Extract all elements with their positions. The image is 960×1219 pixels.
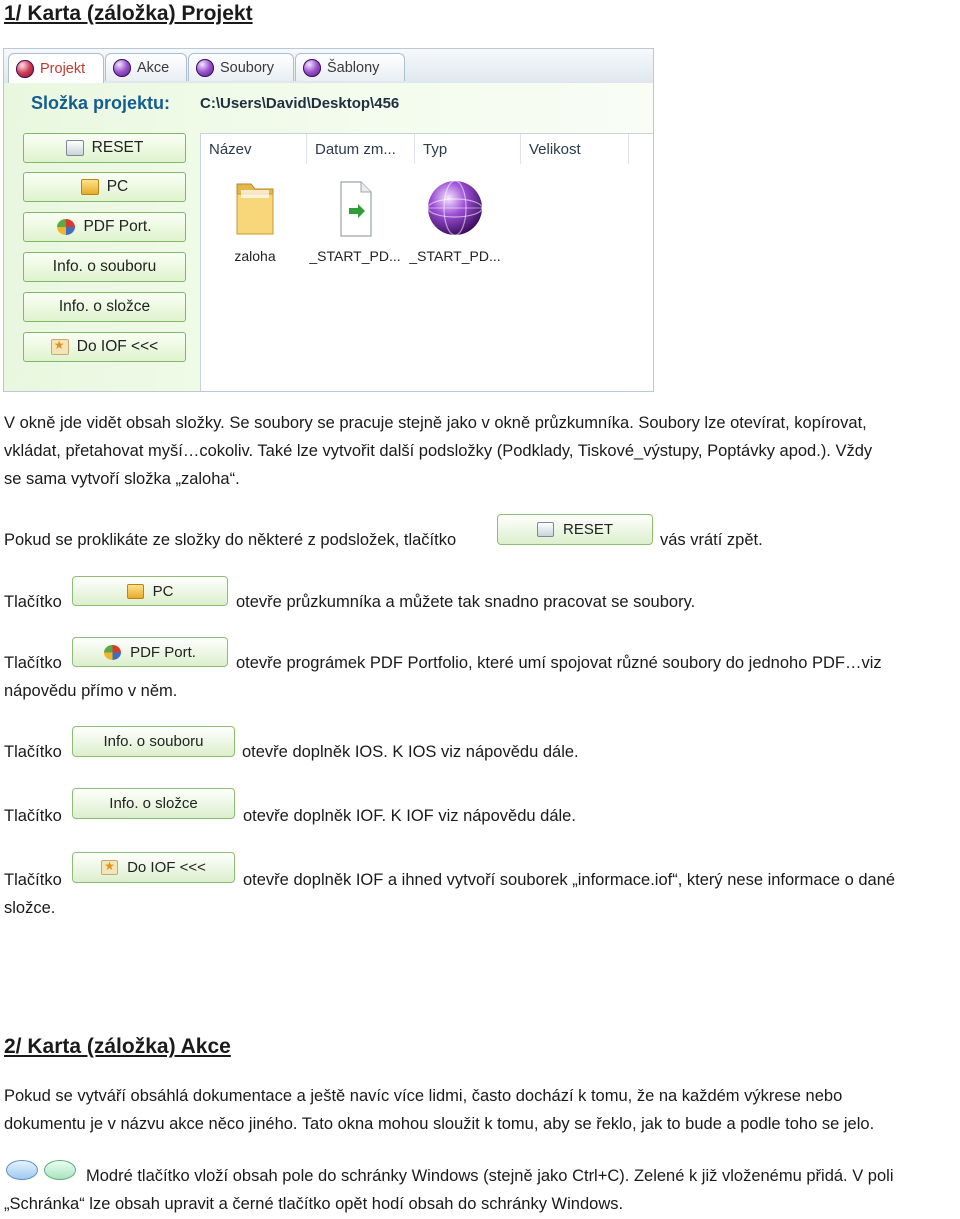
tab-strip	[4, 49, 653, 83]
info-soubor-button[interactable]	[23, 252, 186, 282]
shortcut-file-icon	[333, 178, 377, 240]
reset-line-after: vás vrátí zpět.	[660, 531, 763, 549]
pdf-line-text2: nápovědu přímo v něm.	[4, 682, 178, 700]
pc-button[interactable]	[23, 172, 186, 202]
button-label: Do IOF <<<	[76, 338, 159, 355]
reset-line-text: Pokud se proklikáte ze složky do některé z podsložek, tlačítko	[4, 531, 457, 549]
akce-para1-line2: dokumentu je v názvu akce něco jiného. Tato okna mohou sloužit k tomu, aby se řeklo, jak to bude a podle toho se jelo.	[4, 1115, 875, 1133]
pc-line-label: Tlačítko	[4, 593, 62, 611]
pdf-line-label: Tlačítko	[4, 654, 62, 672]
column-label: Název	[209, 140, 252, 158]
folder-open-icon	[81, 179, 99, 195]
ios-line-text: otevře doplněk IOS. K IOS viz nápovědu dále.	[242, 743, 579, 761]
inline-pdf-button	[72, 637, 228, 667]
column-label: Datum zm...	[315, 140, 396, 158]
tab-projekt[interactable]	[8, 53, 104, 83]
projekt-screenshot	[3, 48, 654, 392]
tab-soubory[interactable]	[188, 53, 294, 81]
inline-info-soubor-button	[72, 726, 235, 757]
doiof-line-text: otevře doplněk IOF a ihned vytvoří souborek „informace.iof“, který nese informace o dané	[243, 871, 896, 889]
button-label: PC	[152, 582, 174, 600]
folder-open-icon	[127, 584, 144, 599]
pc-line-text: otevře průzkumníka a můžete tak snadno pracovat se soubory.	[236, 593, 696, 611]
inline-pc-button	[72, 576, 228, 606]
folder-path: C:\Users\David\Desktop\456	[200, 95, 400, 112]
column-label: Typ	[423, 140, 448, 158]
tab-sablony[interactable]	[295, 53, 405, 81]
star-icon	[51, 339, 69, 355]
info-slozka-button[interactable]	[23, 292, 186, 322]
column-label: Velikost	[529, 140, 581, 158]
button-label: RESET	[91, 139, 144, 156]
section2-heading: 2/ Karta (záložka) Akce	[4, 1035, 231, 1058]
akce-para1-line1: Pokud se vytváří obsáhlá dokumentace a ještě navíc více lidmi, často dochází k tomu, že na každém výkrese nebo	[4, 1087, 843, 1105]
pdf-port-button[interactable]	[23, 212, 186, 242]
globe-icon	[424, 178, 486, 240]
inline-info-slozka-button	[72, 788, 235, 819]
tab-label: Akce	[137, 59, 170, 76]
button-label: PDF Port.	[130, 643, 196, 661]
iof-line-label: Tlačítko	[4, 807, 62, 825]
folder-label: Složka projektu:	[31, 93, 171, 113]
para1-line3: se sama vytvoří složka „zaloha“.	[4, 470, 240, 488]
akce-tab-icon	[113, 59, 131, 77]
column-date[interactable]	[307, 134, 415, 164]
column-type[interactable]	[415, 134, 521, 164]
akce-para2-line1: Modré tlačítko vloží obsah pole do schránky Windows (stejně jako Ctrl+C). Zelené k již vloženému přidá. V poli	[86, 1167, 894, 1185]
pdf-portfolio-icon	[104, 645, 121, 660]
button-label: PC	[106, 178, 129, 195]
tab-akce[interactable]	[105, 53, 187, 81]
file-item-start-2[interactable]	[407, 178, 503, 264]
file-name: zaloha	[234, 248, 276, 264]
reset-icon	[66, 140, 84, 156]
inline-reset-button	[497, 514, 653, 545]
pdf-line-text: otevře prográmek PDF Portfolio, které umí spojovat různé soubory do jednoho PDF…viz	[236, 654, 882, 672]
section1-heading: 1/ Karta (záložka) Projekt	[4, 2, 253, 25]
doiof-line-text2: složce.	[4, 899, 56, 917]
folder-icon	[233, 178, 277, 240]
pdf-portfolio-icon	[57, 219, 75, 235]
iof-line-text: otevře doplněk IOF. K IOF viz nápovědu dále.	[243, 807, 576, 825]
column-name[interactable]	[201, 134, 307, 164]
file-item-folder[interactable]	[207, 178, 303, 264]
button-label: RESET	[562, 521, 613, 538]
soubory-tab-icon	[196, 59, 214, 77]
button-label: Do IOF <<<	[127, 859, 206, 876]
button-label: Info. o složce	[109, 795, 198, 812]
button-label: PDF Port.	[83, 218, 152, 235]
ios-line-label: Tlačítko	[4, 743, 62, 761]
reset-icon	[537, 522, 554, 537]
reset-button[interactable]	[23, 133, 186, 163]
projekt-tab-icon	[16, 60, 34, 78]
do-iof-button[interactable]	[23, 332, 186, 362]
file-name: _START_PD...	[309, 248, 401, 264]
para1-line2: vkládat, přetahovat myší…cokoliv. Také lze vytvořit další podsložky (Podklady, Tiskové_výstupy, Poptávky apod.). Vždy	[4, 442, 873, 460]
tab-label: Soubory	[220, 59, 275, 76]
tab-label: Šablony	[327, 59, 380, 76]
star-icon	[101, 860, 118, 875]
para1-line1: V okně jde vidět obsah složky. Se soubory se pracuje stejně jako v okně průzkumníka. Soubory lze otevírat, kopírovat,	[4, 414, 867, 432]
button-label: Info. o souboru	[52, 258, 157, 275]
button-label: Info. o složce	[58, 298, 151, 315]
clipboard-buttons	[6, 1160, 76, 1180]
green-oval-button	[44, 1160, 76, 1180]
akce-para2-line2: „Schránka“ lze obsah upravit a černé tlačítko opět hodí obsah do schránky Windows.	[4, 1195, 624, 1213]
inline-do-iof-button	[72, 852, 235, 883]
tab-label: Projekt	[40, 60, 86, 77]
button-label: Info. o souboru	[103, 733, 204, 750]
file-item-start-1[interactable]	[307, 178, 403, 264]
file-list-pane[interactable]	[200, 133, 654, 392]
file-name: _START_PD...	[409, 248, 501, 264]
column-size[interactable]	[521, 134, 629, 164]
blue-oval-button	[6, 1160, 38, 1180]
doiof-line-label: Tlačítko	[4, 871, 62, 889]
sablony-tab-icon	[303, 59, 321, 77]
